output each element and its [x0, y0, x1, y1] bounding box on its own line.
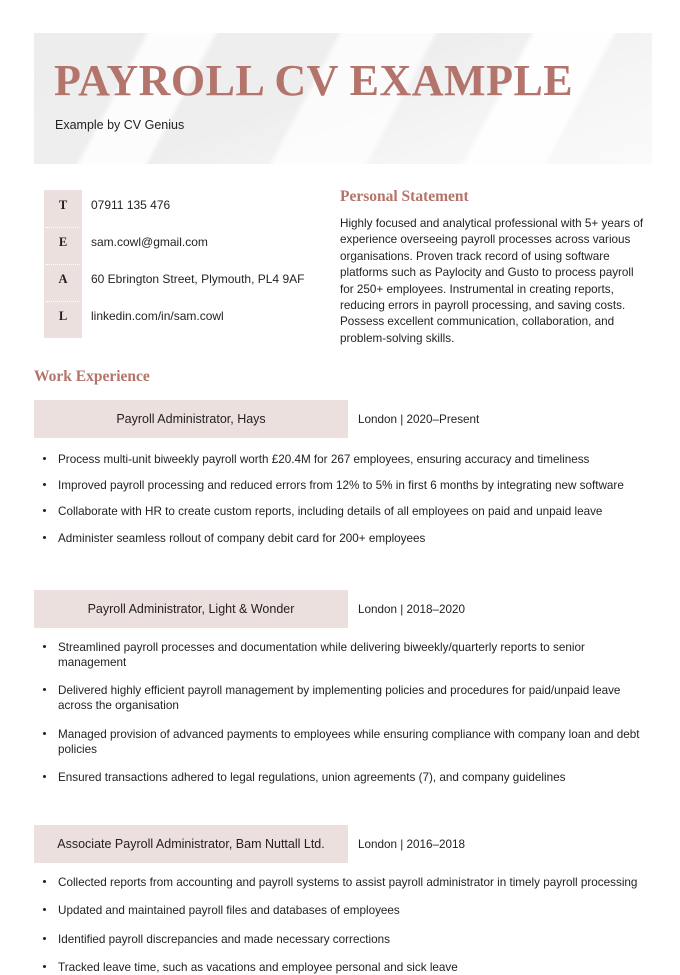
job-bullet-text: Ensured transactions adhered to legal regulations, union agreements (7), and company guidelines [58, 771, 566, 785]
job-location-dates: London | 2016–2018 [358, 838, 466, 852]
personal-statement-body: Highly focused and analytical professional with 5+ years of experience overseeing payroll processes across various organisations. Proven track record of using software platforms such as Paylocity and Gusto to process payroll for 250+ employees. Instrumental in creating reports, reducing errors in payroll processing, and saving costs. Possess excellent communication, collaboration, and problem-solving skills. [340, 217, 644, 345]
job-bullet-text: Tracked leave time, such as vacations and employee personal and sick leave [58, 960, 458, 974]
bullet-icon [43, 645, 46, 648]
work-experience-heading: Work Experience [34, 368, 150, 385]
contact-key-address: A [58, 272, 68, 286]
job-bullet [34, 683, 646, 713]
work-experience-entry [34, 825, 646, 975]
job-bullet-text: Managed provision of advanced payments to employees while ensuring compliance with company loan and debt policies [58, 727, 640, 756]
job-header [34, 590, 646, 628]
bullet-icon [43, 483, 46, 486]
contact-key-email: E [58, 235, 68, 249]
personal-statement-section [340, 188, 645, 347]
job-title: Payroll Administrator, Hays [116, 412, 266, 426]
job-bullet [34, 727, 646, 757]
job-bullet-text: Updated and maintained payroll files and databases of employees [58, 904, 400, 918]
job-title: Payroll Administrator, Light & Wonder [87, 601, 295, 616]
work-experience-list [34, 400, 646, 975]
job-bullet [34, 531, 646, 546]
job-bullet [34, 478, 646, 493]
contact-row-address [44, 264, 334, 301]
bullet-icon [43, 880, 46, 883]
contact-key-linkedin: L [58, 309, 68, 323]
contact-row-email [44, 227, 334, 264]
page-title: PAYROLL CV EXAMPLE [54, 56, 574, 105]
job-bullet-text: Delivered highly efficient payroll management by implementing policies and procedures for paid/unpaid leave across the organisation [58, 684, 621, 713]
job-bullet [34, 640, 646, 670]
contact-row-separator [46, 301, 80, 302]
bullet-icon [43, 457, 46, 460]
bullet-icon [43, 509, 46, 512]
job-bullet [34, 452, 646, 467]
job-bullet-text: Process multi-unit biweekly payroll worth £20.4M for 267 employees, ensuring accuracy and timeliness [58, 453, 590, 466]
bullet-icon [43, 965, 46, 968]
job-location-dates: London | 2018–2020 [358, 602, 466, 616]
personal-statement-heading: Personal Statement [340, 188, 469, 205]
job-bullet-text: Collaborate with HR to create custom reports, including details of all employees on paid and unpaid leave [58, 505, 603, 519]
bullet-icon [43, 688, 46, 691]
job-bullet [34, 504, 646, 519]
job-header [34, 400, 646, 438]
contact-block [44, 190, 334, 338]
contact-row-linkedin [44, 301, 334, 338]
contact-value-email[interactable]: sam.cowl@gmail.com [91, 235, 208, 249]
job-title-banner [34, 400, 348, 438]
job-title: Associate Payroll Administrator, Bam Nuttall Ltd. [57, 837, 325, 852]
job-bullet-text: Identified payroll discrepancies and made necessary corrections [58, 932, 390, 946]
job-location-dates: London | 2020–Present [358, 413, 480, 426]
bullet-icon [43, 937, 46, 940]
job-bullet [34, 903, 646, 918]
cv-header-banner [34, 33, 652, 164]
job-bullet-text: Streamlined payroll processes and documentation while delivering biweekly/quarterly reports to senior management [58, 640, 585, 670]
contact-rows [44, 190, 334, 338]
job-header [34, 825, 646, 863]
contact-row-phone [44, 190, 334, 227]
contact-key-phone: T [58, 198, 68, 212]
job-bullet-list [34, 640, 646, 785]
job-bullet [34, 770, 646, 785]
bullet-icon [43, 908, 46, 911]
job-title-banner [34, 825, 348, 863]
job-bullet-list [34, 875, 646, 975]
header-subtitle: Example by CV Genius [55, 118, 185, 132]
work-experience-entry [34, 590, 646, 785]
contact-value-linkedin[interactable]: linkedin.com/in/sam.cowl [91, 309, 224, 323]
job-bullet-text: Collected reports from accounting and payroll systems to assist payroll administrator in timely payroll processing [58, 876, 638, 890]
bullet-icon [43, 536, 46, 539]
contact-row-separator [46, 264, 80, 265]
job-title-banner [34, 590, 348, 628]
job-bullet [34, 932, 646, 947]
contact-row-separator [46, 227, 80, 228]
job-bullet [34, 875, 646, 890]
job-bullet-text: Administer seamless rollout of company debit card for 200+ employees [58, 531, 426, 545]
contact-value-address: 60 Ebrington Street, Plymouth, PL4 9AF [91, 272, 305, 286]
job-bullet [34, 960, 646, 975]
bullet-icon [43, 775, 46, 778]
contact-value-phone: 07911 135 476 [91, 198, 171, 212]
bullet-icon [43, 732, 46, 735]
job-bullet-list [34, 452, 646, 546]
work-experience-entry [34, 400, 646, 546]
job-bullet-text: Improved payroll processing and reduced errors from 12% to 5% in first 6 months by integrating new software [58, 479, 624, 493]
